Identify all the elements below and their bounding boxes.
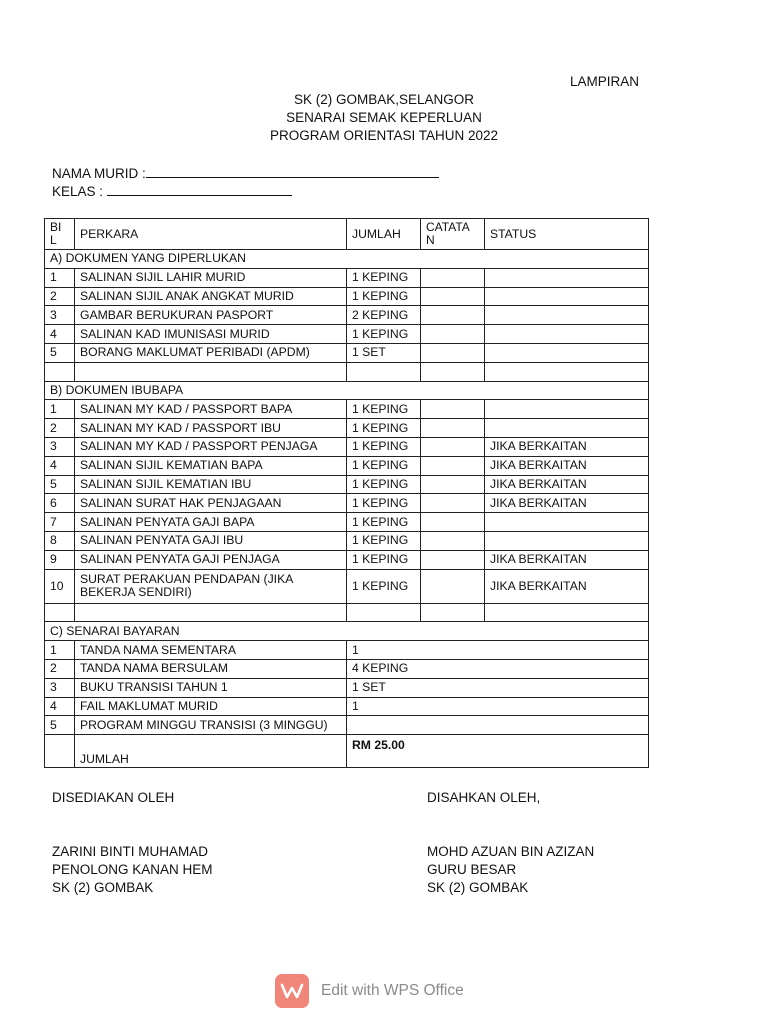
preparer-title: PENOLONG KANAN HEM <box>52 862 213 877</box>
row-status <box>485 513 649 532</box>
row-jumlah: 1 KEPING <box>347 550 421 569</box>
blank-cell <box>485 362 649 381</box>
row-status: JIKA BERKAITAN <box>485 437 649 456</box>
row-bil: 10 <box>45 569 75 603</box>
row-perkara: SALINAN KAD IMUNISASI MURID <box>75 325 347 344</box>
row-status <box>485 325 649 344</box>
row-status: JIKA BERKAITAN <box>485 456 649 475</box>
header-jumlah: JUMLAH <box>347 219 421 250</box>
row-perkara: SALINAN PENYATA GAJI IBU <box>75 531 347 550</box>
row-status <box>485 268 649 287</box>
table-row <box>45 697 649 716</box>
nama-murid-line[interactable] <box>146 165 439 178</box>
checklist-table <box>44 218 649 768</box>
row-perkara: SALINAN SIJIL KEMATIAN BAPA <box>75 456 347 475</box>
table-row <box>45 716 649 735</box>
blank-row <box>45 362 649 381</box>
total-bil <box>45 735 75 768</box>
program-title: PROGRAM ORIENTASI TAHUN 2022 <box>269 128 499 143</box>
table-row <box>45 437 649 456</box>
row-perkara: FAIL MAKLUMAT MURID <box>75 697 347 716</box>
school-title: SK (2) GOMBAK,SELANGOR <box>293 92 475 107</box>
header-perkara: PERKARA <box>75 219 347 250</box>
blank-cell <box>75 603 347 622</box>
row-jumlah: 4 KEPING <box>347 659 649 678</box>
row-bil: 3 <box>45 437 75 456</box>
row-bil: 5 <box>45 343 75 362</box>
row-jumlah: 1 KEPING <box>347 494 421 513</box>
table-row <box>45 287 649 306</box>
table-row <box>45 419 649 438</box>
kelas-line[interactable] <box>107 183 292 196</box>
section-label: C) SENARAI BAYARAN <box>45 622 649 641</box>
row-bil: 4 <box>45 325 75 344</box>
table-row <box>45 569 649 603</box>
row-perkara: TANDA NAMA BERSULAM <box>75 659 347 678</box>
blank-cell <box>421 362 485 381</box>
header-catatan: CATATA N <box>421 219 485 250</box>
table-header-row <box>45 219 649 250</box>
row-status <box>485 419 649 438</box>
row-catatan <box>421 531 485 550</box>
table-row <box>45 343 649 362</box>
wps-logo-icon <box>275 974 309 1008</box>
table-row <box>45 531 649 550</box>
row-catatan <box>421 325 485 344</box>
wps-edit-banner[interactable] <box>275 974 464 1008</box>
row-perkara: SALINAN SIJIL ANAK ANGKAT MURID <box>75 287 347 306</box>
row-perkara: GAMBAR BERUKURAN PASPORT <box>75 306 347 325</box>
nama-murid-label: NAMA MURID : <box>52 166 146 181</box>
approver-title: GURU BESAR <box>427 862 517 877</box>
row-bil: 6 <box>45 494 75 513</box>
row-bil: 2 <box>45 287 75 306</box>
row-status <box>485 343 649 362</box>
row-status <box>485 306 649 325</box>
table-row <box>45 268 649 287</box>
row-jumlah: 1 KEPING <box>347 400 421 419</box>
row-catatan <box>421 513 485 532</box>
approved-by-label: DISAHKAN OLEH, <box>427 790 541 805</box>
row-jumlah: 1 <box>347 697 649 716</box>
document-subtitle: SENARAI SEMAK KEPERLUAN <box>286 110 482 125</box>
row-jumlah <box>347 716 649 735</box>
row-bil: 1 <box>45 400 75 419</box>
row-perkara: SALINAN SIJIL LAHIR MURID <box>75 268 347 287</box>
total-row <box>45 735 649 768</box>
wps-edit-text: Edit with WPS Office <box>321 982 464 999</box>
approver-name: MOHD AZUAN BIN AZIZAN <box>427 844 595 859</box>
row-catatan <box>421 343 485 362</box>
row-catatan <box>421 306 485 325</box>
row-bil: 3 <box>45 306 75 325</box>
row-status: JIKA BERKAITAN <box>485 494 649 513</box>
row-perkara: SALINAN MY KAD / PASSPORT IBU <box>75 419 347 438</box>
row-jumlah: 2 KEPING <box>347 306 421 325</box>
row-perkara: SALINAN SURAT HAK PENJAGAAN <box>75 494 347 513</box>
blank-cell <box>45 603 75 622</box>
section-c-header <box>45 622 649 641</box>
row-jumlah: 1 SET <box>347 678 649 697</box>
row-bil: 8 <box>45 531 75 550</box>
table-row <box>45 325 649 344</box>
row-jumlah: 1 KEPING <box>347 456 421 475</box>
row-catatan <box>421 569 485 603</box>
preparer-name: ZARINI BINTI MUHAMAD <box>52 844 209 859</box>
row-status <box>485 531 649 550</box>
row-bil: 1 <box>45 641 75 660</box>
row-jumlah: 1 KEPING <box>347 569 421 603</box>
total-value: RM 25.00 <box>347 735 649 768</box>
row-bil: 5 <box>45 475 75 494</box>
section-b-header <box>45 381 649 400</box>
row-bil: 3 <box>45 678 75 697</box>
row-jumlah: 1 KEPING <box>347 287 421 306</box>
total-label: JUMLAH <box>75 735 347 768</box>
row-jumlah: 1 KEPING <box>347 513 421 532</box>
section-a-header <box>45 250 649 269</box>
row-bil: 4 <box>45 456 75 475</box>
row-status <box>485 287 649 306</box>
table-row <box>45 550 649 569</box>
row-perkara: PROGRAM MINGGU TRANSISI (3 MINGGU) <box>75 716 347 735</box>
row-perkara: SALINAN PENYATA GAJI BAPA <box>75 513 347 532</box>
row-bil: 1 <box>45 268 75 287</box>
kelas-field <box>52 183 292 199</box>
approver-school: SK (2) GOMBAK <box>427 880 529 895</box>
header-status: STATUS <box>485 219 649 250</box>
row-jumlah: 1 KEPING <box>347 419 421 438</box>
row-jumlah: 1 KEPING <box>347 325 421 344</box>
row-perkara: TANDA NAMA SEMENTARA <box>75 641 347 660</box>
table-row <box>45 475 649 494</box>
blank-cell <box>421 603 485 622</box>
blank-row <box>45 603 649 622</box>
row-bil: 2 <box>45 419 75 438</box>
section-label: A) DOKUMEN YANG DIPERLUKAN <box>45 250 649 269</box>
preparer-school: SK (2) GOMBAK <box>52 880 154 895</box>
row-bil: 4 <box>45 697 75 716</box>
table-row <box>45 513 649 532</box>
table-row <box>45 494 649 513</box>
kelas-label: KELAS : <box>52 184 104 199</box>
row-status: JIKA BERKAITAN <box>485 550 649 569</box>
row-jumlah: 1 KEPING <box>347 475 421 494</box>
prepared-by-label: DISEDIAKAN OLEH <box>52 790 175 805</box>
row-perkara: SALINAN SIJIL KEMATIAN IBU <box>75 475 347 494</box>
row-jumlah: 1 KEPING <box>347 437 421 456</box>
blank-cell <box>75 362 347 381</box>
table-row <box>45 678 649 697</box>
row-bil: 7 <box>45 513 75 532</box>
row-perkara: BORANG MAKLUMAT PERIBADI (APDM) <box>75 343 347 362</box>
row-catatan <box>421 268 485 287</box>
table-row <box>45 641 649 660</box>
row-perkara: SALINAN MY KAD / PASSPORT PENJAGA <box>75 437 347 456</box>
row-jumlah: 1 KEPING <box>347 268 421 287</box>
row-catatan <box>421 287 485 306</box>
row-catatan <box>421 400 485 419</box>
row-status <box>485 400 649 419</box>
section-label: B) DOKUMEN IBUBAPA <box>45 381 649 400</box>
row-jumlah: 1 <box>347 641 649 660</box>
row-catatan <box>421 494 485 513</box>
row-bil: 9 <box>45 550 75 569</box>
row-perkara: SALINAN PENYATA GAJI PENJAGA <box>75 550 347 569</box>
table-row <box>45 306 649 325</box>
row-perkara: SURAT PERAKUAN PENDAPAN (JIKA BEKERJA SENDIRI) <box>75 569 347 603</box>
nama-murid-field <box>52 165 439 181</box>
table-row <box>45 400 649 419</box>
row-bil: 5 <box>45 716 75 735</box>
table-row <box>45 456 649 475</box>
row-jumlah: 1 SET <box>347 343 421 362</box>
row-status: JIKA BERKAITAN <box>485 475 649 494</box>
row-jumlah: 1 KEPING <box>347 531 421 550</box>
row-catatan <box>421 437 485 456</box>
row-catatan <box>421 419 485 438</box>
row-perkara: SALINAN MY KAD / PASSPORT BAPA <box>75 400 347 419</box>
lampiran-label: LAMPIRAN <box>570 74 640 89</box>
row-perkara: BUKU TRANSISI TAHUN 1 <box>75 678 347 697</box>
row-bil: 2 <box>45 659 75 678</box>
row-catatan <box>421 456 485 475</box>
row-catatan <box>421 475 485 494</box>
blank-cell <box>45 362 75 381</box>
blank-cell <box>347 603 421 622</box>
row-catatan <box>421 550 485 569</box>
blank-cell <box>347 362 421 381</box>
blank-cell <box>485 603 649 622</box>
header-bil: BI L <box>45 219 75 250</box>
table-row <box>45 659 649 678</box>
row-status: JIKA BERKAITAN <box>485 569 649 603</box>
